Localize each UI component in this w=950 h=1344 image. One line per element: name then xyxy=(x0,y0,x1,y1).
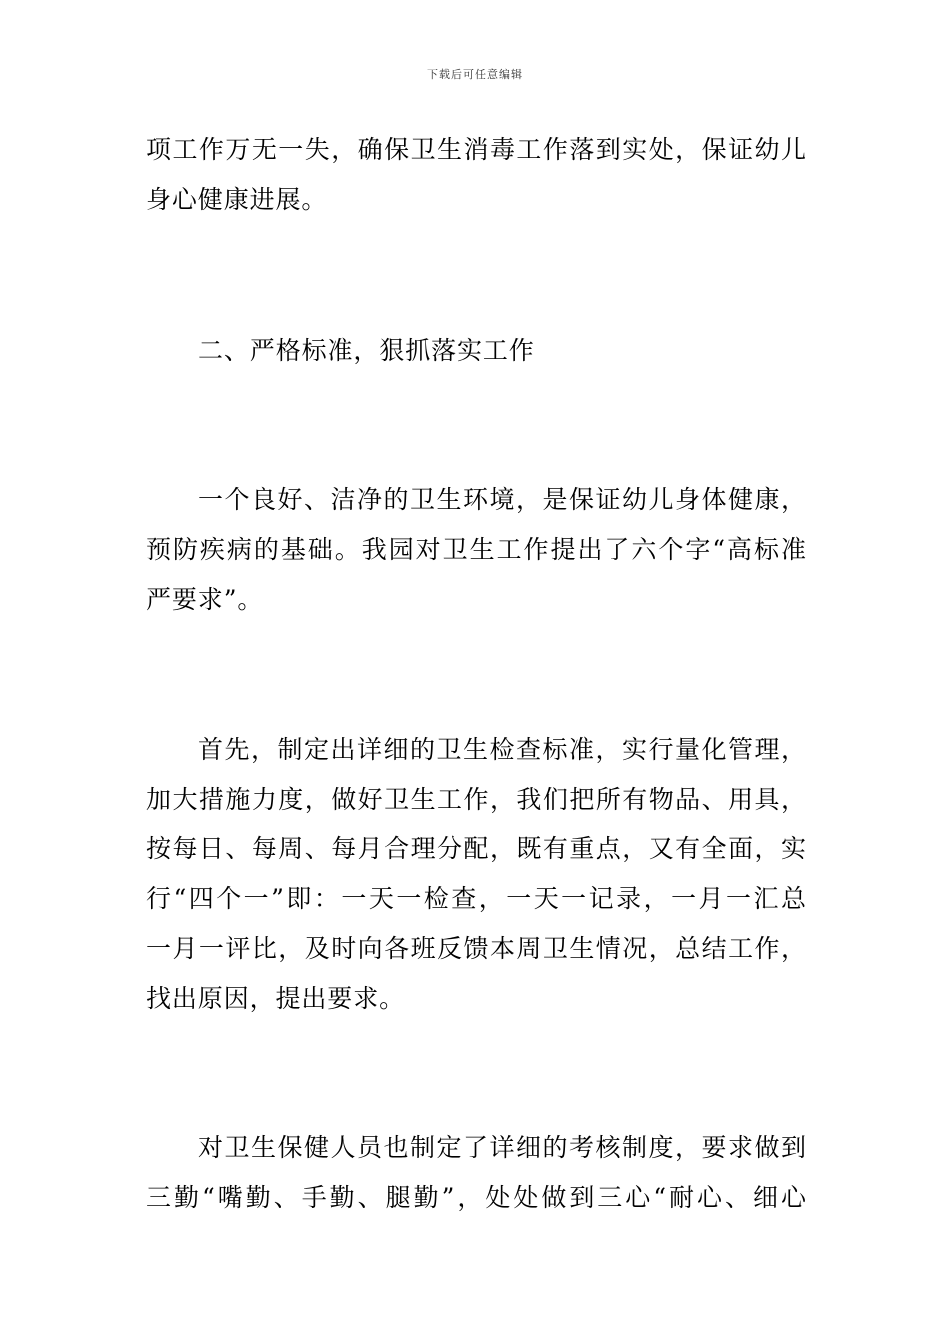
paragraph-line: 严要求”。 xyxy=(146,585,264,614)
paragraph-line: 预防疾病的基础。我园对卫生工作提出了六个字“高标准 xyxy=(146,535,806,564)
paragraph-line: 一个良好、洁净的卫生环境，是保证幼儿身体健康， xyxy=(198,485,806,514)
paragraph-line: 行“四个一”即：一天一检查，一天一记录，一月一汇总 xyxy=(146,884,806,913)
paragraph-line: 项工作万无一失，确保卫生消毒工作落到实处，保证幼儿 xyxy=(146,135,806,164)
paragraph-line: 身心健康进展。 xyxy=(146,185,328,214)
page-header: 下载后可任意编辑 xyxy=(427,68,523,81)
section-heading: 二、严格标准，狠抓落实工作 xyxy=(198,336,535,365)
paragraph-line: 找出原因，提出要求。 xyxy=(146,984,406,1013)
paragraph-line: 按每日、每周、每月合理分配，既有重点，又有全面，实 xyxy=(146,834,806,863)
paragraph-line: 一月一评比，及时向各班反馈本周卫生情况，总结工作， xyxy=(146,934,806,963)
paragraph-line: 加大措施力度，做好卫生工作，我们把所有物品、用具， xyxy=(146,785,806,814)
paragraph-line: 首先，制定出详细的卫生检查标准，实行量化管理， xyxy=(198,735,806,764)
paragraph-line: 对卫生保健人员也制定了详细的考核制度，要求做到 xyxy=(198,1133,806,1162)
paragraph-line: 三勤“嘴勤、手勤、腿勤”，处处做到三心“耐心、细心 xyxy=(146,1183,806,1212)
